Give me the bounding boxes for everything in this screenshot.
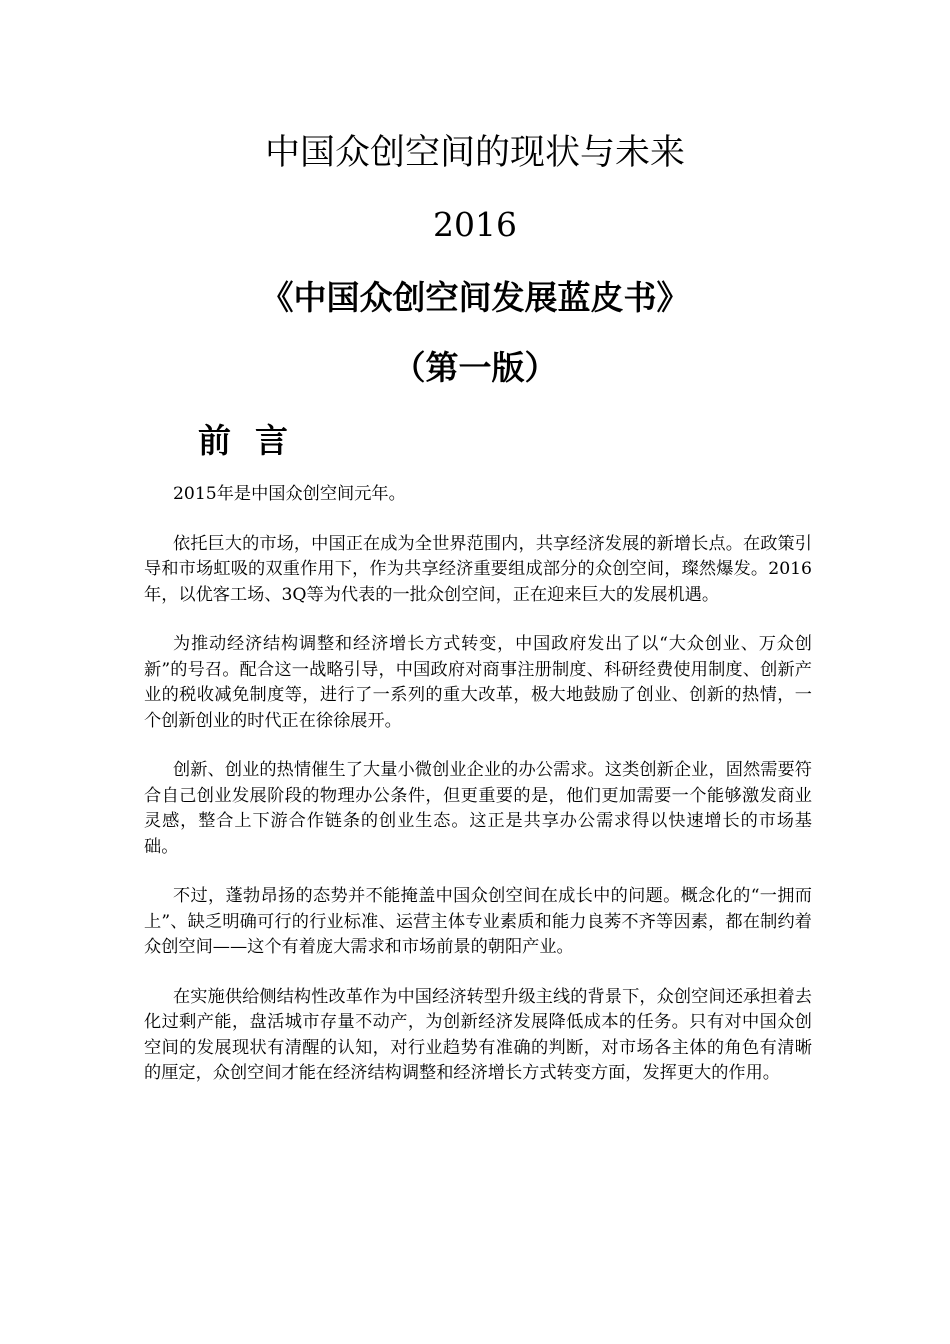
document-year: 2016 [433,205,517,244]
document-title: 中国众创空间的现状与未来 [264,133,685,173]
paragraph: 为推动经济结构调整和经济增长方式转变，中国政府发出了以“大众创业、万众创新”的号召。配合这一战略引导，中国政府对商事注册制度、科研经费使用制度、创新产业的税收减免制度等，进行了一系列的重大改革，极大地鼓励了创业、创新的热情，一个创新创业的时代正在徐徐展开。 [144,634,812,731]
paragraph: 2015年是中国众创空间元年。 [173,484,406,504]
paragraph: 不过，蓬勃昂扬的态势并不能掩盖中国众创空间在成长中的问题。概念化的“一拥而上”、缺乏明确可行的行业标准、运营主体专业素质和能力良莠不齐等因素，都在制约着众创空间——这个有着庞大需求和市场前景的朝阳产业。 [144,886,812,957]
edition-label: （第一版） [392,348,558,387]
body-text [144,482,812,1111]
paragraph: 创新、创业的热情催生了大量小微创业企业的办公需求。这类创新企业，固然需要符合自己创业发展阶段的物理办公条件，但更重要的是，他们更加需要一个能够激发商业灵感，整合上下游合作链条的创业生态。这正是共享办公需求得以快速增长的市场基础。 [144,760,812,857]
book-title: 《中国众创空间发展蓝皮书》 [260,278,690,317]
paragraph: 在实施供给侧结构性改革作为中国经济转型升级主线的背景下，众创空间还承担着去化过剩产能，盘活城市存量不动产，为创新经济发展降低成本的任务。只有对中国众创空间的发展现状有清醒的认知，对行业趋势有准确的判断，对市场各主体的角色有清晰的厘定，众创空间才能在经济结构调整和经济增长方式转变方面，发挥更大的作用。 [144,986,812,1083]
paragraph: 依托巨大的市场，中国正在成为全世界范围内，共享经济发展的新增长点。在政策引导和市场虹吸的双重作用下，作为共享经济重要组成部分的众创空间，璨然爆发。2016年，以优客工场、3Q等为代表的一批众创空间，正在迎来巨大的发展机遇。 [144,533,812,605]
section-heading: 前言 [198,421,312,460]
